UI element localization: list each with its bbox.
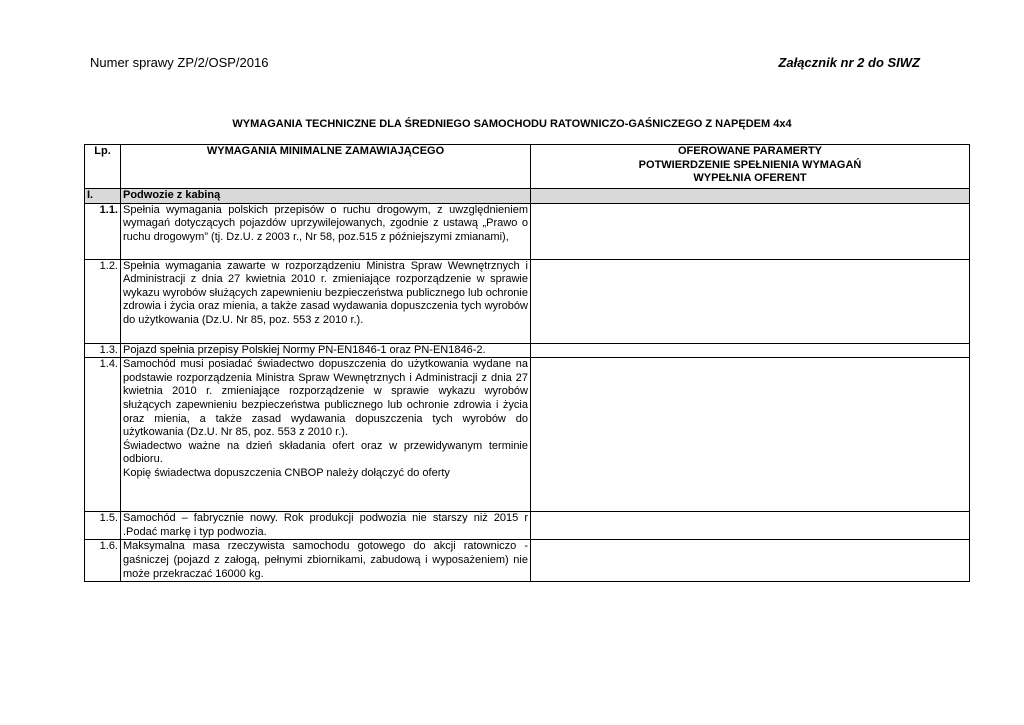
row-lp: 1.2. — [85, 259, 121, 343]
header-offered-line-1: OFEROWANE PARAMERTY — [677, 145, 823, 157]
row-requirement-part-1: Samochód musi posiadać świadectwo dopuszczenia do użytkowania wydane na podstawie rozporządzenia Ministra Spraw Wewnętrznych i Administracji z dnia 27 kwietnia 2010 r. zmieniające rozporządzenie w sprawie wykazu wyrobów służących zapewnieniu bezpieczeństwa publicznego lub ochronie zdrowia i życia oraz mienia, a także zasad wydawania dopuszczenia tych wyrobów do użytkowania (Dz.U. Nr 85, poz. 553 z 2010 r.). — [123, 358, 528, 439]
case-number: Numer sprawy ZP/2/OSP/2016 — [90, 55, 269, 70]
section-lp: I. — [85, 189, 121, 204]
row-lp: 1.5. — [85, 512, 121, 540]
row-lp: 1.3. — [85, 343, 121, 358]
section-label: Podwozie z kabiną — [121, 189, 531, 204]
table-row — [85, 343, 970, 358]
row-lp: 1.6. — [85, 540, 121, 582]
table-row — [85, 259, 970, 343]
row-requirement-part-2: Świadectwo ważne na dzień składania ofert oraz w przewidywanym terminie odbioru. — [123, 439, 528, 466]
offer-input-cell[interactable] — [531, 512, 970, 540]
row-requirement: Spełnia wymagania zawarte w rozporządzeniu Ministra Spraw Wewnętrznych i Administracji z dnia 27 kwietnia 2010 r. zmieniające rozporządzenie w sprawie wykazu wyrobów służących zapewnieniu bezpieczeństwa publicznego lub ochronie zdrowia i życia oraz mienia, a także zasad wydawania dopuszczenia tych wyrobów do użytkowania (Dz.U. Nr 85, poz. 553 z 2010 r.). — [121, 259, 531, 343]
header-offered-line-2: POTWIERDZENIE SPEŁNIENIA WYMAGAŃ — [638, 158, 862, 171]
offer-input-cell[interactable] — [531, 343, 970, 358]
table-row — [85, 203, 970, 259]
offer-input-cell[interactable] — [531, 203, 970, 259]
attachment-label: Załącznik nr 2 do SIWZ — [778, 55, 920, 70]
row-requirement-part-3: Kopię świadectwa dopuszczenia CNBOP należy dołączyć do oferty — [123, 466, 450, 479]
section-row — [85, 189, 970, 204]
header-offered — [531, 145, 970, 189]
offer-input-cell[interactable] — [531, 358, 970, 512]
table-row — [85, 512, 970, 540]
table-row — [85, 540, 970, 582]
row-requirement: Spełnia wymagania polskich przepisów o ruchu drogowym, z uwzględnieniem wymagań dotyczących pojazdów uprzywilejowanych, zgodnie z ustawą „Prawo o ruchu drogowym” (tj. Dz.U. z 2003 r., Nr 58, poz.515 z późniejszymi zmianami), — [121, 203, 531, 259]
row-requirement: Pojazd spełnia przepisy Polskiej Normy PN-EN1846-1 oraz PN-EN1846-2. — [121, 343, 531, 358]
document-title: WYMAGANIA TECHNICZNE DLA ŚREDNIEGO SAMOCHODU RATOWNICZO-GAŚNICZEGO Z NAPĘDEM 4x4 — [232, 118, 792, 130]
row-requirement — [121, 358, 531, 512]
offer-input-cell[interactable] — [531, 259, 970, 343]
header-offered-line-3: WYPEŁNIA OFERENT — [693, 172, 807, 185]
requirements-table — [84, 144, 970, 582]
header-lp: Lp. — [85, 145, 121, 189]
table-header-row — [85, 145, 970, 189]
table-row — [85, 358, 970, 512]
header-requirements: WYMAGANIA MINIMALNE ZAMAWIAJĄCEGO — [121, 145, 531, 189]
row-requirement: Samochód – fabrycznie nowy. Rok produkcji podwozia nie starszy niż 2015 r .Podać markę i typ podwozia. — [121, 512, 531, 540]
row-lp: 1.4. — [85, 358, 121, 512]
row-lp: 1.1. — [85, 203, 121, 259]
row-requirement: Maksymalna masa rzeczywista samochodu gotowego do akcji ratowniczo - gaśniczej (pojazd z załogą, pełnymi zbiornikami, zabudową i wyposażeniem) nie może przekraczać 16000 kg. — [121, 540, 531, 582]
offer-input-cell[interactable] — [531, 540, 970, 582]
section-offer-cell — [531, 189, 970, 204]
